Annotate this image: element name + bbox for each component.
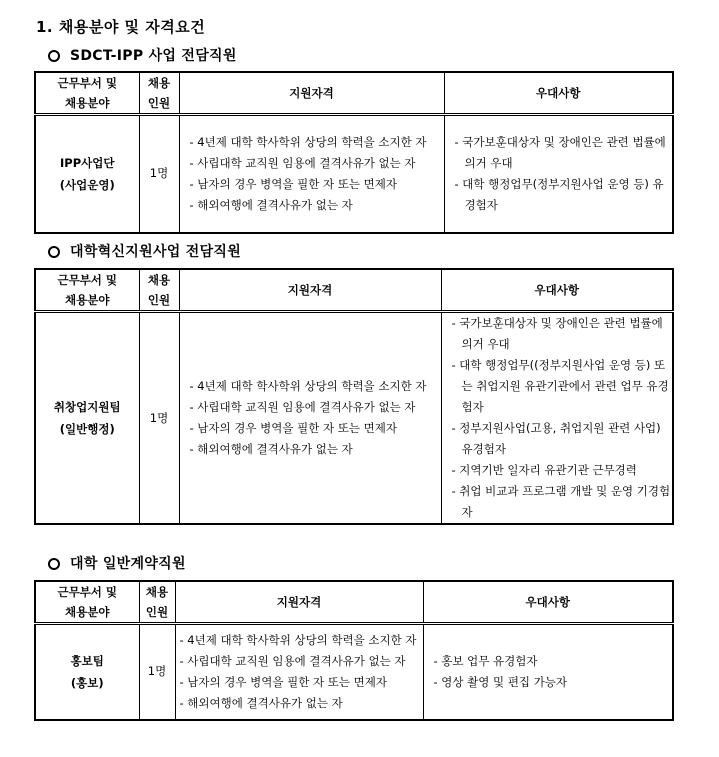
header-qualification: 지원자격 (175, 581, 423, 624)
count-cell: 1명 (139, 624, 175, 720)
header-count: 채용 인원 (139, 581, 175, 624)
header-preference: 우대사항 (423, 581, 673, 624)
section-heading (48, 553, 186, 573)
circle-bullet-icon (48, 246, 60, 258)
qualification-cell (179, 115, 444, 233)
preference-cell (423, 624, 673, 720)
list-item: - 4년제 대학 학사학위 상당의 학력을 소지한 자 (189, 134, 427, 149)
header-qualification: 지원자격 (179, 269, 441, 312)
header-dept: 근무부서 및 채용분야 (35, 581, 139, 624)
section-heading-text: 대학 일반계약직원 (70, 556, 186, 572)
preference-cell (444, 115, 673, 233)
page-title: 1. 채용분야 및 자격요건 (36, 18, 206, 36)
circle-bullet-icon (48, 558, 60, 570)
list-item: - 지역기반 일자리 유관기관 근무경력 (451, 463, 637, 477)
table-row (35, 624, 673, 720)
list-item: - 국가보훈대상자 및 장애인은 관련 법률에 의거 우대 (451, 316, 663, 351)
count-cell: 1명 (139, 312, 179, 525)
circle-bullet-icon (48, 50, 60, 62)
header-preference: 우대사항 (444, 72, 673, 115)
list-item: - 남자의 경우 병역을 필한 자 또는 면제자 (189, 421, 397, 435)
table-header-row (35, 581, 673, 624)
header-dept: 근무부서 및 채용분야 (35, 72, 139, 115)
list-item: - 4년제 대학 학사학위 상당의 학력을 소지한 자 (189, 379, 427, 393)
requirements-table (34, 71, 674, 234)
qualification-cell (175, 624, 423, 720)
header-qualification: 지원자격 (179, 72, 444, 115)
header-preference: 우대사항 (441, 269, 673, 312)
header-dept: 근무부서 및 채용분야 (35, 269, 139, 312)
section-heading (48, 241, 241, 261)
list-item: - 사립대학 교직원 임용에 결격사유가 없는 자 (189, 155, 416, 170)
section-heading (48, 45, 237, 65)
list-item: - 영상 촬영 및 편집 가능자 (433, 674, 568, 689)
list-item: - 4년제 대학 학사학위 상당의 학력을 소지한 자 (179, 632, 417, 647)
dept-cell: 홍보팀 (홍보) (35, 624, 139, 720)
list-item: - 국가보훈대상자 및 장애인은 관련 법률에 의거 우대 (454, 134, 666, 170)
list-item: - 대학 행정업무((정부지원사업 운영 등) 또는 취업지원 유관기관에서 관련 업무 유경험자 (451, 358, 669, 414)
list-item: - 대학 행정업무(정부지원사업 운영 등) 유경험자 (454, 176, 664, 212)
count-cell: 1명 (139, 115, 179, 233)
section-heading-text: SDCT-IPP 사업 전담직원 (70, 48, 237, 64)
header-count: 채용 인원 (139, 72, 179, 115)
list-item: - 해외여행에 결격사유가 없는 자 (179, 695, 343, 710)
list-item: - 홍보 업무 유경험자 (433, 653, 538, 668)
table-row (35, 312, 673, 525)
requirements-table (34, 580, 674, 721)
preference-cell (441, 312, 673, 525)
requirements-table (34, 268, 674, 525)
section-heading-text: 대학혁신지원사업 전담직원 (70, 244, 242, 260)
table-header-row (35, 72, 673, 115)
list-item: - 남자의 경우 병역을 필한 자 또는 면제자 (189, 176, 397, 191)
list-item: - 해외여행에 결격사유가 없는 자 (189, 442, 353, 456)
list-item: - 정부지원사업(고용, 취업지원 관련 사업) 유경험자 (451, 421, 661, 456)
dept-cell: 취창업지원팀 (일반행정) (35, 312, 139, 525)
table-header-row (35, 269, 673, 312)
header-count: 채용 인원 (139, 269, 179, 312)
list-item: - 해외여행에 결격사유가 없는 자 (189, 197, 353, 212)
list-item: - 사립대학 교직원 임용에 결격사유가 없는 자 (179, 653, 406, 668)
list-item: - 취업 비교과 프로그램 개발 및 운영 기경험자 (451, 484, 671, 519)
list-item: - 사립대학 교직원 임용에 결격사유가 없는 자 (189, 400, 416, 414)
qualification-cell (179, 312, 441, 525)
table-row (35, 115, 673, 233)
dept-cell: IPP사업단 (사업운영) (35, 115, 139, 233)
list-item: - 남자의 경우 병역을 필한 자 또는 면제자 (179, 674, 387, 689)
